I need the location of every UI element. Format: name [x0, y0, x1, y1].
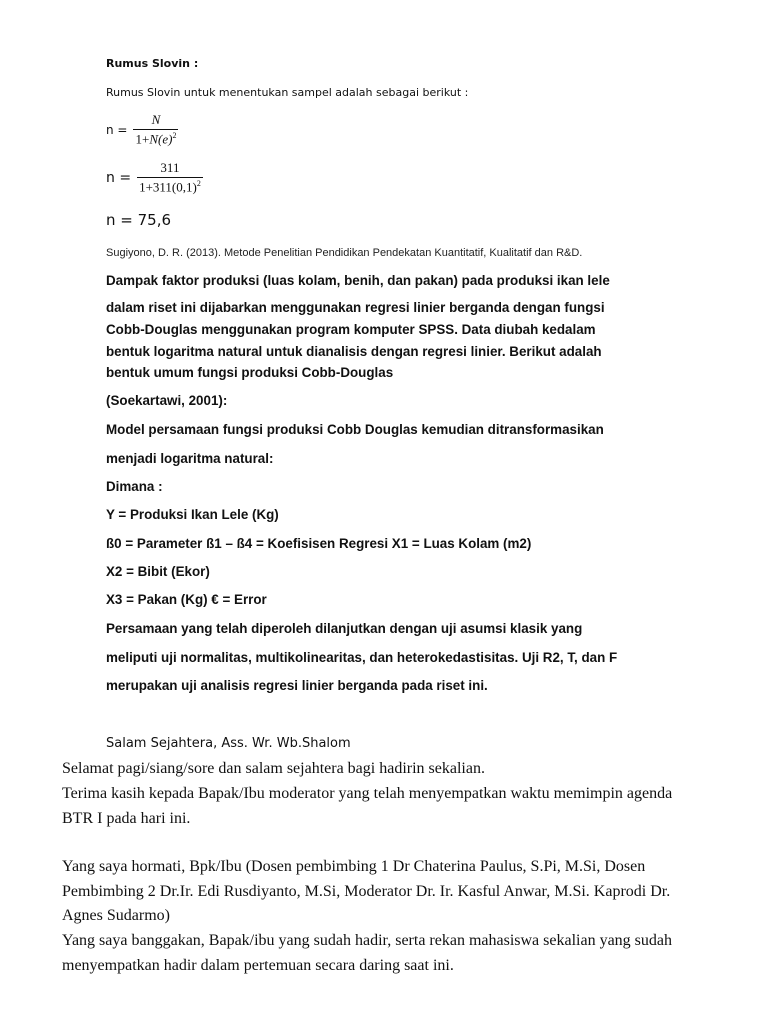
body-line: Cobb-Douglas menggunakan program komputer SPSS. Data diubah kedalam [106, 322, 596, 337]
closing-line: Yang saya banggakan, Bapak/ibu yang sudah hadir, serta rekan mahasiswa sekalian yang sudah [62, 932, 673, 949]
body-line: dalam riset ini dijabarkan menggunakan regresi linier berganda dengan fungsi [106, 300, 605, 315]
formula-lhs: n = [106, 169, 132, 186]
denominator-paren: (e) [158, 131, 173, 147]
formula-result: n = 75,6 [106, 211, 172, 229]
body-line: menjadi logaritma natural: [106, 451, 274, 466]
closing-line: Terima kasih kepada Bapak/Ibu moderator yang telah menyempatkan waktu memimpin agenda [62, 785, 673, 802]
closing-line: BTR I pada hari ini. [62, 810, 191, 827]
formula-fraction [137, 160, 203, 195]
slovin-formula-applied [106, 160, 203, 195]
body-line: (Soekartawi, 2001): [106, 393, 228, 408]
body-line: X2 = Bibit (Ekor) [106, 564, 210, 579]
intro-text: Rumus Slovin untuk menentukan sampel adalah sebagai berikut : [106, 86, 469, 99]
denominator-exponent: 2 [196, 179, 201, 188]
body-line: Dampak faktor produksi (luas kolam, benih, dan pakan) pada produksi ikan lele [106, 273, 610, 288]
body-line: meliputi uji normalitas, multikolinearitas, dan heterokedastisitas. Uji R2, T, dan F [106, 650, 618, 665]
body-line: bentuk umum fungsi produksi Cobb-Douglas [106, 365, 394, 380]
denominator-exponent: 2 [172, 131, 177, 140]
closing-line: Pembimbing 2 Dr.Ir. Edi Rusdiyanto, M.Si, Moderator Dr. Ir. Kasful Anwar, M.Si. Kaprodi Dr. [62, 883, 671, 900]
formula-numerator: N [151, 112, 161, 127]
formula-denominator [137, 178, 203, 195]
body-line: Model persamaan fungsi produksi Cobb Douglas kemudian ditransformasikan [106, 422, 604, 437]
body-line: bentuk logaritma natural untuk dianalisis dengan regresi linier. Berikut adalah [106, 344, 602, 359]
formula-numerator: 311 [160, 160, 180, 175]
formula-denominator [133, 130, 178, 147]
denominator-pre: 1+ [135, 131, 150, 147]
body-line: merupakan uji analisis regresi linier berganda pada riset ini. [106, 678, 488, 693]
denominator-var: N [149, 131, 158, 147]
closing-line: Yang saya hormati, Bpk/Ibu (Dosen pembimbing 1 Dr Chaterina Paulus, S.Pi, M.Si, Dosen [62, 858, 646, 875]
closing-line: Selamat pagi/siang/sore dan salam sejahtera bagi hadirin sekalian. [62, 760, 485, 777]
slovin-formula [106, 112, 178, 147]
citation: Sugiyono, D. R. (2013). Metode Penelitian Pendidikan Pendekatan Kuantitatif, Kualitatif dan R&D. [106, 247, 583, 259]
body-line: ß0 = Parameter ß1 – ß4 = Koefisisen Regresi X1 = Luas Kolam (m2) [106, 536, 532, 551]
body-line: Persamaan yang telah diperoleh dilanjutkan dengan uji asumsi klasik yang [106, 621, 583, 636]
denominator-value: 1+311(0,1) [139, 179, 197, 195]
formula-fraction [133, 112, 178, 147]
body-line: Y = Produksi Ikan Lele (Kg) [106, 507, 279, 522]
section-heading: Rumus Slovin : [106, 57, 199, 70]
closing-line: Agnes Sudarmo) [62, 907, 170, 924]
body-line: X3 = Pakan (Kg) € = Error [106, 592, 267, 607]
greeting: Salam Sejahtera, Ass. Wr. Wb.Shalom [106, 736, 351, 751]
closing-line: menyempatkan hadir dalam pertemuan secara daring saat ini. [62, 957, 454, 974]
formula-lhs: n = [106, 122, 128, 137]
body-line: Dimana : [106, 479, 163, 494]
